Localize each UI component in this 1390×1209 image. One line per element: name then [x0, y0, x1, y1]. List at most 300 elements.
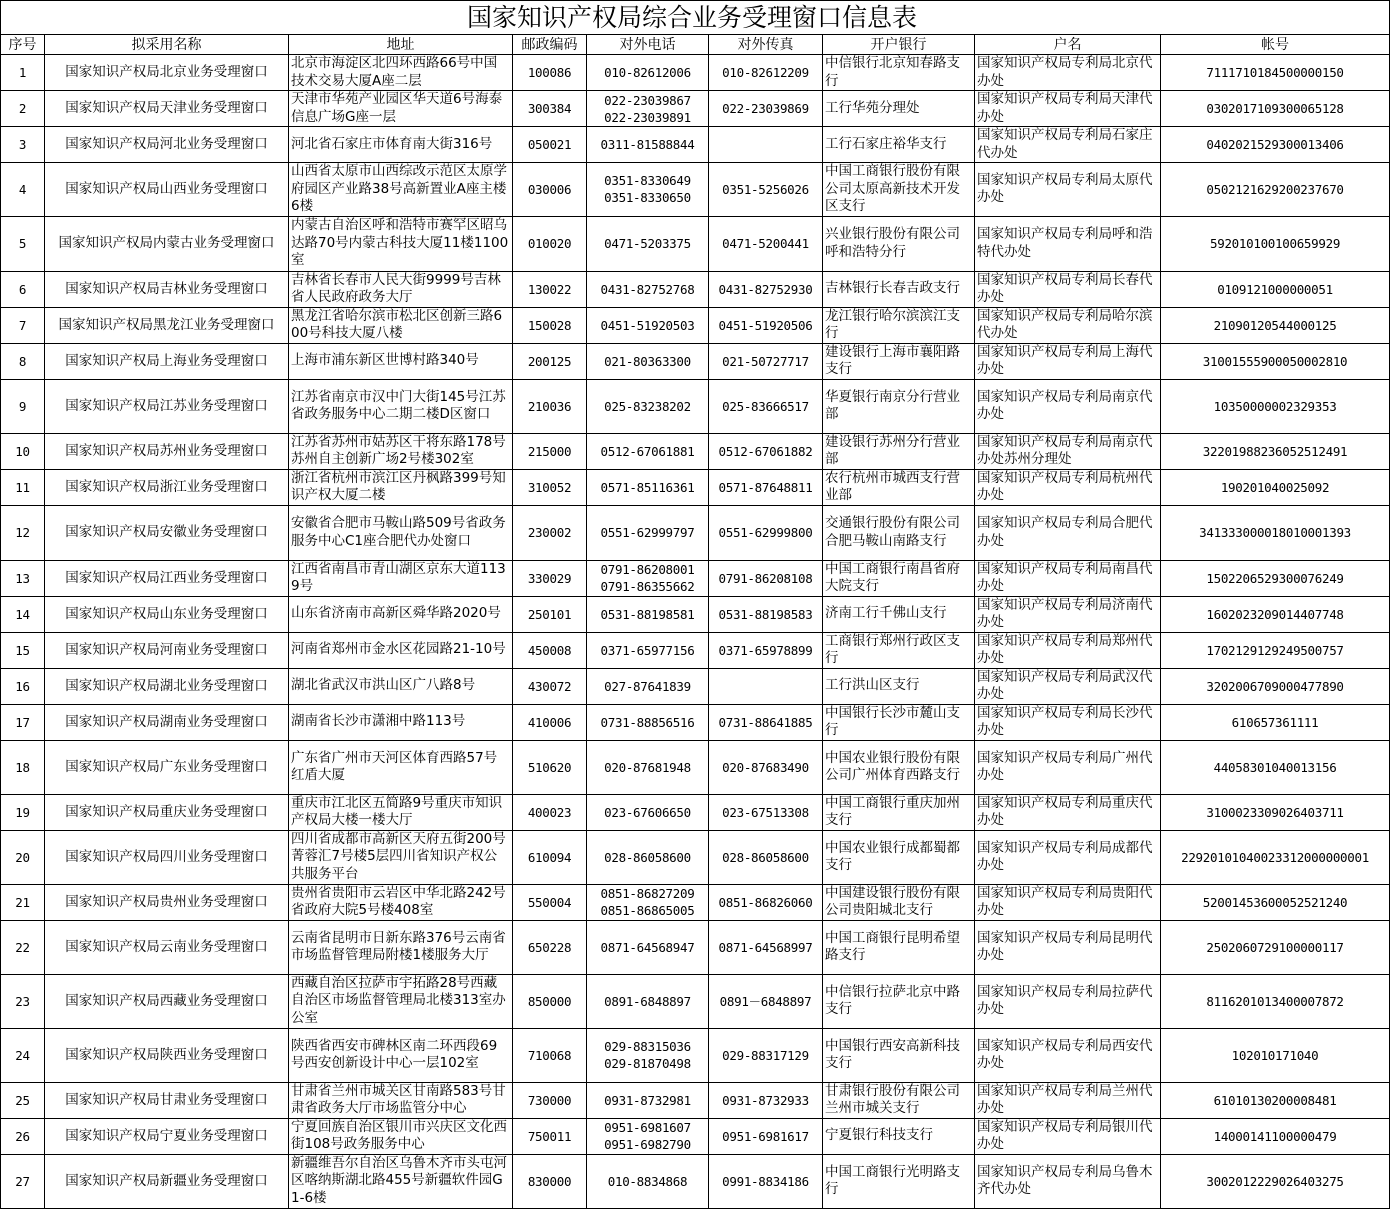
- cell-account[interactable]: 2502060729100000117: [1161, 920, 1390, 974]
- cell-fax[interactable]: 0371-65978899: [709, 632, 823, 668]
- cell-account-name[interactable]: 国家知识产权局专利局哈尔滨代办处: [975, 307, 1161, 343]
- cell-bank[interactable]: 宁夏银行科技支行: [823, 1118, 975, 1154]
- cell-no[interactable]: 10: [1, 433, 45, 469]
- cell-name[interactable]: 国家知识产权局云南业务受理窗口: [45, 920, 289, 974]
- cell-bank[interactable]: 华夏银行南京分行营业部: [823, 379, 975, 433]
- phone-number: 022-23039867: [604, 92, 691, 108]
- cell-account[interactable]: 61010130200008481: [1161, 1082, 1390, 1118]
- cell-address[interactable]: 湖南省长沙市潇湘中路113号: [289, 704, 513, 740]
- cell-postcode[interactable]: 610094: [513, 830, 587, 884]
- cell-address[interactable]: 重庆市江北区五简路9号重庆市知识产权局大楼一楼大厅: [289, 794, 513, 830]
- phone-number: 0351-8330649: [604, 173, 691, 189]
- cell-fax[interactable]: 028-86058600: [709, 830, 823, 884]
- cell-phone[interactable]: [587, 55, 709, 91]
- cell-account[interactable]: 3002012229026403275: [1161, 1154, 1390, 1208]
- cell-no[interactable]: 11: [1, 469, 45, 505]
- cell-bank[interactable]: 建设银行上海市襄阳路支行: [823, 343, 975, 379]
- cell-phone[interactable]: [587, 216, 709, 271]
- cell-fax[interactable]: 023-67513308: [709, 794, 823, 830]
- cell-no[interactable]: 14: [1, 596, 45, 632]
- cell-name[interactable]: 国家知识产权局新疆业务受理窗口: [45, 1154, 289, 1208]
- cell-bank[interactable]: 交通银行股份有限公司合肥马鞍山南路支行: [823, 505, 975, 560]
- cell-fax[interactable]: 0791-86208108: [709, 560, 823, 596]
- header-fax[interactable]: 对外传真: [709, 35, 823, 55]
- cell-no[interactable]: 19: [1, 794, 45, 830]
- cell-fax[interactable]: [709, 127, 823, 163]
- cell-bank[interactable]: 建设银行苏州分行营业部: [823, 433, 975, 469]
- header-account-name[interactable]: 户名: [975, 35, 1161, 55]
- cell-address[interactable]: 新疆维吾尔自治区乌鲁木齐市头屯河区喀纳斯湖北路455号新疆软件园G1-6楼: [289, 1154, 513, 1208]
- cell-address[interactable]: 上海市浦东新区世博村路340号: [289, 343, 513, 379]
- cell-phone[interactable]: [587, 740, 709, 794]
- cell-address[interactable]: 内蒙古自治区呼和浩特市赛罕区昭乌达路70号内蒙古科技大厦11楼1100室: [289, 216, 513, 271]
- cell-no[interactable]: 9: [1, 379, 45, 433]
- cell-address[interactable]: 江苏省南京市汉中门大街145号江苏省政务服务中心二期二楼D区窗口: [289, 379, 513, 433]
- cell-phone[interactable]: [587, 433, 709, 469]
- phone-number: 029-81870498: [604, 1056, 691, 1071]
- cell-address[interactable]: 宁夏回族自治区银川市兴庆区文化西街108号政务服务中心: [289, 1118, 513, 1154]
- cell-bank[interactable]: 工商银行郑州行政区支行: [823, 632, 975, 668]
- cell-name[interactable]: 国家知识产权局河北业务受理窗口: [45, 127, 289, 163]
- cell-postcode[interactable]: 450008: [513, 632, 587, 668]
- cell-phone[interactable]: [587, 91, 709, 127]
- cell-account[interactable]: 31001555900050002810: [1161, 343, 1390, 379]
- cell-postcode[interactable]: 250101: [513, 596, 587, 632]
- cell-bank[interactable]: 中国农业银行股份有限公司广州体育西路支行: [823, 740, 975, 794]
- cell-no[interactable]: 4: [1, 163, 45, 217]
- phone-number: 010-8834868: [607, 1173, 688, 1189]
- cell-account-name[interactable]: 国家知识产权局专利局广州代办处: [975, 740, 1161, 794]
- cell-address[interactable]: 安徽省合肥市马鞍山路509号省政务服务中心C1座合肥代办处窗口: [289, 505, 513, 560]
- phone-number: 022-23039891: [604, 109, 691, 125]
- cell-account-name[interactable]: 国家知识产权局专利局南昌代办处: [975, 560, 1161, 596]
- cell-postcode[interactable]: 200125: [513, 343, 587, 379]
- cell-phone[interactable]: [587, 1082, 709, 1118]
- cell-address[interactable]: 浙江省杭州市滨江区丹枫路399号知识产权大厦二楼: [289, 469, 513, 505]
- table-row: [1, 632, 1390, 668]
- cell-account-name[interactable]: 国家知识产权局专利局乌鲁木齐代办处: [975, 1154, 1161, 1208]
- cell-postcode[interactable]: 510620: [513, 740, 587, 794]
- cell-address[interactable]: 江苏省苏州市姑苏区干将东路178号苏州自主创新广场2号楼302室: [289, 433, 513, 469]
- cell-bank[interactable]: 龙江银行哈尔滨滨江支行: [823, 307, 975, 343]
- table-row: [1, 127, 1390, 163]
- cell-fax[interactable]: 0991-8834186: [709, 1154, 823, 1208]
- cell-fax[interactable]: 0571-87648811: [709, 469, 823, 505]
- cell-phone[interactable]: [587, 1154, 709, 1208]
- cell-account-name[interactable]: 国家知识产权局专利局拉萨代办处: [975, 974, 1161, 1028]
- table-title[interactable]: [1, 1, 1390, 35]
- cell-bank[interactable]: 济南工行千佛山支行: [823, 596, 975, 632]
- cell-account[interactable]: 0502121629200237670: [1161, 163, 1390, 217]
- cell-name[interactable]: 国家知识产权局山东业务受理窗口: [45, 596, 289, 632]
- cell-account[interactable]: 3100023309026403711: [1161, 794, 1390, 830]
- table-row: [1, 216, 1390, 271]
- cell-name[interactable]: 国家知识产权局湖南业务受理窗口: [45, 704, 289, 740]
- cell-address[interactable]: 河北省石家庄市体育南大街316号: [289, 127, 513, 163]
- cell-fax[interactable]: 0871-64568997: [709, 920, 823, 974]
- phone-number: 023-67606650: [604, 804, 691, 820]
- cell-no[interactable]: 25: [1, 1082, 45, 1118]
- cell-no[interactable]: 27: [1, 1154, 45, 1208]
- cell-account-name[interactable]: 国家知识产权局专利局贵阳代办处: [975, 884, 1161, 920]
- cell-address[interactable]: 北京市海淀区北四环西路66号中国技术交易大厦A座二层: [289, 55, 513, 91]
- cell-fax[interactable]: 0551-62999800: [709, 505, 823, 560]
- cell-postcode[interactable]: 330029: [513, 560, 587, 596]
- cell-no[interactable]: 26: [1, 1118, 45, 1154]
- cell-account-name[interactable]: 国家知识产权局专利局郑州代办处: [975, 632, 1161, 668]
- table-row: [1, 560, 1390, 596]
- cell-bank[interactable]: 吉林银行长春吉政支行: [823, 271, 975, 307]
- cell-no[interactable]: 18: [1, 740, 45, 794]
- cell-postcode[interactable]: 710068: [513, 1028, 587, 1082]
- cell-postcode[interactable]: 130022: [513, 271, 587, 307]
- cell-bank[interactable]: 中国工商银行股份有限公司太原高新技术开发区支行: [823, 163, 975, 217]
- cell-account[interactable]: 1702129129249500757: [1161, 632, 1390, 668]
- cell-name[interactable]: 国家知识产权局苏州业务受理窗口: [45, 433, 289, 469]
- cell-phone[interactable]: [587, 163, 709, 217]
- cell-no[interactable]: 17: [1, 704, 45, 740]
- cell-fax[interactable]: 0891－6848897: [709, 974, 823, 1028]
- cell-name[interactable]: 国家知识产权局河南业务受理窗口: [45, 632, 289, 668]
- cell-account[interactable]: 8116201013400007872: [1161, 974, 1390, 1028]
- cell-no[interactable]: 3: [1, 127, 45, 163]
- cell-bank[interactable]: 农行杭州市城西支行营业部: [823, 469, 975, 505]
- cell-fax[interactable]: 020-87683490: [709, 740, 823, 794]
- cell-fax[interactable]: 0512-67061882: [709, 433, 823, 469]
- cell-fax[interactable]: 0731-88641885: [709, 704, 823, 740]
- cell-address[interactable]: 西藏自治区拉萨市宇拓路28号西藏自治区市场监督管理局北楼313室办公室: [289, 974, 513, 1028]
- cell-name[interactable]: 国家知识产权局宁夏业务受理窗口: [45, 1118, 289, 1154]
- cell-account-name[interactable]: 国家知识产权局专利局南京代办处苏州分理处: [975, 433, 1161, 469]
- cell-phone[interactable]: [587, 632, 709, 668]
- phone-number: 020-87681948: [604, 759, 691, 775]
- cell-account-name[interactable]: 国家知识产权局专利局成都代办处: [975, 830, 1161, 884]
- phone-number: 0512-67061881: [600, 443, 695, 459]
- header-address[interactable]: 地址: [289, 35, 513, 55]
- cell-name[interactable]: 国家知识产权局黑龙江业务受理窗口: [45, 307, 289, 343]
- cell-fax[interactable]: 0451-51920506: [709, 307, 823, 343]
- cell-postcode[interactable]: 410006: [513, 704, 587, 740]
- phone-number: 0951-6982790: [604, 1137, 691, 1152]
- table-row: [1, 974, 1390, 1028]
- cell-phone[interactable]: [587, 307, 709, 343]
- cell-phone[interactable]: [587, 127, 709, 163]
- header-postcode[interactable]: 邮政编码: [513, 35, 587, 55]
- cell-bank[interactable]: 中国工商银行昆明希望路支行: [823, 920, 975, 974]
- cell-phone[interactable]: [587, 560, 709, 596]
- cell-phone[interactable]: [587, 884, 709, 920]
- cell-no[interactable]: 24: [1, 1028, 45, 1082]
- table-row: [1, 307, 1390, 343]
- header-account[interactable]: 帐号: [1161, 35, 1390, 55]
- cell-no[interactable]: 12: [1, 505, 45, 560]
- cell-fax[interactable]: 022-23039869: [709, 91, 823, 127]
- cell-no[interactable]: 15: [1, 632, 45, 668]
- cell-postcode[interactable]: 750011: [513, 1118, 587, 1154]
- phone-number: 021-80363300: [604, 353, 691, 369]
- table-title-text: 国家知识产权局综合业务受理窗口信息表: [467, 3, 918, 32]
- phone-number: 0311-81588844: [600, 137, 695, 152]
- cell-account-name[interactable]: 国家知识产权局专利局合肥代办处: [975, 505, 1161, 560]
- cell-fax[interactable]: 029-88317129: [709, 1028, 823, 1082]
- cell-bank[interactable]: 中国工商银行光明路支行: [823, 1154, 975, 1208]
- phone-number: 0871-64568947: [600, 939, 695, 955]
- cell-name[interactable]: 国家知识产权局甘肃业务受理窗口: [45, 1082, 289, 1118]
- phone-number: 0351-8330650: [604, 190, 691, 206]
- cell-bank[interactable]: 中信银行拉萨北京中路支行: [823, 974, 975, 1028]
- cell-account-name[interactable]: 国家知识产权局专利局济南代办处: [975, 596, 1161, 632]
- cell-postcode[interactable]: 430072: [513, 668, 587, 704]
- cell-bank[interactable]: 中国工商银行南昌省府大院支行: [823, 560, 975, 596]
- cell-bank[interactable]: 中国银行长沙市麓山支行: [823, 704, 975, 740]
- cell-postcode[interactable]: 100086: [513, 55, 587, 91]
- cell-bank[interactable]: 甘肃银行股份有限公司兰州市城关支行: [823, 1082, 975, 1118]
- phone-number: 0891-6848897: [604, 993, 691, 1009]
- cell-account[interactable]: 592010100100659929: [1161, 216, 1390, 271]
- header-no[interactable]: 序号: [1, 35, 45, 55]
- phone-number: 0471-5203375: [604, 236, 691, 251]
- header-row: [1, 35, 1390, 55]
- cell-name[interactable]: 国家知识产权局江苏业务受理窗口: [45, 379, 289, 433]
- cell-fax[interactable]: 0351-5256026: [709, 163, 823, 217]
- phone-number: 0791-86208001: [600, 562, 695, 577]
- cell-account-name[interactable]: 国家知识产权局专利局天津代办处: [975, 91, 1161, 127]
- cell-account-name[interactable]: 国家知识产权局专利局长春代办处: [975, 271, 1161, 307]
- cell-fax[interactable]: 021-50727717: [709, 343, 823, 379]
- table-row: [1, 596, 1390, 632]
- cell-postcode[interactable]: 830000: [513, 1154, 587, 1208]
- cell-fax[interactable]: [709, 668, 823, 704]
- cell-account[interactable]: 610657361111: [1161, 704, 1390, 740]
- cell-account[interactable]: 21090120544000125: [1161, 307, 1390, 343]
- cell-name[interactable]: 国家知识产权局天津业务受理窗口: [45, 91, 289, 127]
- cell-fax[interactable]: 0951-6981617: [709, 1118, 823, 1154]
- cell-address[interactable]: 河南省郑州市金水区花园路21-10号: [289, 632, 513, 668]
- phone-number: 027-87641839: [604, 678, 691, 694]
- cell-no[interactable]: 5: [1, 216, 45, 271]
- cell-account-name[interactable]: 国家知识产权局专利局重庆代办处: [975, 794, 1161, 830]
- cell-bank[interactable]: 中国工商银行重庆加州支行: [823, 794, 975, 830]
- cell-account-name[interactable]: 国家知识产权局专利局南京代办处: [975, 379, 1161, 433]
- phone-number: 0731-88856516: [600, 714, 695, 730]
- phone-number: 0571-85116361: [600, 479, 695, 495]
- phone-number: 0931-8732981: [604, 1092, 691, 1108]
- cell-postcode[interactable]: 850000: [513, 974, 587, 1028]
- cell-no[interactable]: 1: [1, 55, 45, 91]
- cell-no[interactable]: 20: [1, 830, 45, 884]
- cell-address[interactable]: 广东省广州市天河区体育西路57号红盾大厦: [289, 740, 513, 794]
- header-phone[interactable]: 对外电话: [587, 35, 709, 55]
- cell-account[interactable]: 22920101040023312000000001: [1161, 830, 1390, 884]
- header-name[interactable]: 拟采用名称: [45, 35, 289, 55]
- cell-account[interactable]: 0302017109300065128: [1161, 91, 1390, 127]
- cell-name[interactable]: 国家知识产权局四川业务受理窗口: [45, 830, 289, 884]
- cell-name[interactable]: 国家知识产权局贵州业务受理窗口: [45, 884, 289, 920]
- cell-postcode[interactable]: 230002: [513, 505, 587, 560]
- cell-account[interactable]: 32201988236052512491: [1161, 433, 1390, 469]
- cell-phone[interactable]: [587, 505, 709, 560]
- cell-bank[interactable]: 兴业银行股份有限公司呼和浩特分行: [823, 216, 975, 271]
- table-row: [1, 1082, 1390, 1118]
- cell-phone[interactable]: [587, 1028, 709, 1082]
- cell-address[interactable]: 陕西省西安市碑林区南二环西段69号西安创新设计中心一层102室: [289, 1028, 513, 1082]
- cell-account-name[interactable]: 国家知识产权局专利局呼和浩特代办处: [975, 216, 1161, 271]
- table-row: [1, 830, 1390, 884]
- phone-number: 0431-82752768: [600, 281, 695, 297]
- header-bank[interactable]: 开户银行: [823, 35, 975, 55]
- cell-name[interactable]: 国家知识产权局北京业务受理窗口: [45, 55, 289, 91]
- table-body: [1, 55, 1390, 1209]
- cell-account[interactable]: 14000141100000479: [1161, 1118, 1390, 1154]
- cell-no[interactable]: 16: [1, 668, 45, 704]
- table-row: [1, 1028, 1390, 1082]
- cell-phone[interactable]: [587, 1118, 709, 1154]
- cell-postcode[interactable]: 010020: [513, 216, 587, 271]
- cell-address[interactable]: 四川省成都市高新区天府五街200号菁蓉汇7号楼5层四川省知识产权公共服务平台: [289, 830, 513, 884]
- cell-bank[interactable]: 中国银行西安高新科技支行: [823, 1028, 975, 1082]
- cell-phone[interactable]: [587, 668, 709, 704]
- cell-name[interactable]: 国家知识产权局江西业务受理窗口: [45, 560, 289, 596]
- cell-account-name[interactable]: 国家知识产权局专利局北京代办处: [975, 55, 1161, 91]
- cell-phone[interactable]: [587, 596, 709, 632]
- cell-name[interactable]: 国家知识产权局西藏业务受理窗口: [45, 974, 289, 1028]
- cell-name[interactable]: 国家知识产权局重庆业务受理窗口: [45, 794, 289, 830]
- cell-name[interactable]: 国家知识产权局上海业务受理窗口: [45, 343, 289, 379]
- cell-account[interactable]: 10350000002329353: [1161, 379, 1390, 433]
- cell-account[interactable]: 341333000018010001393: [1161, 505, 1390, 560]
- cell-name[interactable]: 国家知识产权局浙江业务受理窗口: [45, 469, 289, 505]
- cell-account[interactable]: 102010171040: [1161, 1028, 1390, 1082]
- cell-postcode[interactable]: 310052: [513, 469, 587, 505]
- cell-postcode[interactable]: 150028: [513, 307, 587, 343]
- cell-no[interactable]: 7: [1, 307, 45, 343]
- cell-postcode[interactable]: 210036: [513, 379, 587, 433]
- cell-name[interactable]: 国家知识产权局安徽业务受理窗口: [45, 505, 289, 560]
- cell-postcode[interactable]: 730000: [513, 1082, 587, 1118]
- table-row: [1, 740, 1390, 794]
- cell-fax[interactable]: 025-83666517: [709, 379, 823, 433]
- cell-fax[interactable]: 010-82612209: [709, 55, 823, 91]
- cell-address[interactable]: 天津市华苑产业园区华天道6号海泰信息广场G座一层: [289, 91, 513, 127]
- cell-name[interactable]: 国家知识产权局内蒙古业务受理窗口: [45, 216, 289, 271]
- phone-number: 0531-88198581: [600, 606, 695, 622]
- cell-postcode[interactable]: 030006: [513, 163, 587, 217]
- cell-no[interactable]: 22: [1, 920, 45, 974]
- cell-no[interactable]: 13: [1, 560, 45, 596]
- cell-phone[interactable]: [587, 469, 709, 505]
- cell-bank[interactable]: 中国农业银行成都蜀都支行: [823, 830, 975, 884]
- cell-account[interactable]: 1602023209014407748: [1161, 596, 1390, 632]
- cell-account-name[interactable]: 国家知识产权局专利局兰州代办处: [975, 1082, 1161, 1118]
- cell-name[interactable]: 国家知识产权局陕西业务受理窗口: [45, 1028, 289, 1082]
- cell-account[interactable]: 1502206529300076249: [1161, 560, 1390, 596]
- cell-account-name[interactable]: 国家知识产权局专利局上海代办处: [975, 343, 1161, 379]
- cell-account-name[interactable]: 国家知识产权局专利局昆明代办处: [975, 920, 1161, 974]
- cell-phone[interactable]: [587, 704, 709, 740]
- cell-account-name[interactable]: 国家知识产权局专利局长沙代办处: [975, 704, 1161, 740]
- table-row: [1, 668, 1390, 704]
- cell-no[interactable]: 8: [1, 343, 45, 379]
- cell-postcode[interactable]: 400023: [513, 794, 587, 830]
- cell-address[interactable]: 贵州省贵阳市云岩区中华北路242号省政府大院5号楼408室: [289, 884, 513, 920]
- cell-phone[interactable]: [587, 830, 709, 884]
- table-row: [1, 271, 1390, 307]
- cell-fax[interactable]: 0431-82752930: [709, 271, 823, 307]
- phone-number: 0551-62999797: [600, 525, 695, 540]
- cell-address[interactable]: 甘肃省兰州市城关区甘南路583号甘肃省政务大厅市场监管分中心: [289, 1082, 513, 1118]
- cell-fax[interactable]: 0931-8732933: [709, 1082, 823, 1118]
- cell-bank[interactable]: 工行华苑分理处: [823, 91, 975, 127]
- phone-number: 0951-6981607: [604, 1120, 691, 1135]
- cell-name[interactable]: 国家知识产权局山西业务受理窗口: [45, 163, 289, 217]
- cell-no[interactable]: 21: [1, 884, 45, 920]
- table-row: [1, 1154, 1390, 1208]
- cell-name[interactable]: 国家知识产权局广东业务受理窗口: [45, 740, 289, 794]
- cell-postcode[interactable]: 650228: [513, 920, 587, 974]
- cell-phone[interactable]: [587, 974, 709, 1028]
- cell-no[interactable]: 23: [1, 974, 45, 1028]
- cell-fax[interactable]: 0851-86826060: [709, 884, 823, 920]
- cell-account[interactable]: 7111710184500000150: [1161, 55, 1390, 91]
- cell-account-name[interactable]: 国家知识产权局专利局西安代办处: [975, 1028, 1161, 1082]
- phone-number: 025-83238202: [604, 398, 691, 414]
- cell-account[interactable]: 44058301040013156: [1161, 740, 1390, 794]
- cell-account[interactable]: 0402021529300013406: [1161, 127, 1390, 163]
- cell-bank[interactable]: 中国建设银行股份有限公司贵阳城北支行: [823, 884, 975, 920]
- cell-address[interactable]: 吉林省长春市人民大街9999号吉林省人民政府政务大厅: [289, 271, 513, 307]
- cell-no[interactable]: 6: [1, 271, 45, 307]
- cell-account[interactable]: 0109121000000051: [1161, 271, 1390, 307]
- cell-address[interactable]: 山西省太原市山西综改示范区太原学府园区产业路38号高新置业A座主楼6楼: [289, 163, 513, 217]
- cell-address[interactable]: 江西省南昌市青山湖区京东大道1139号: [289, 560, 513, 596]
- cell-phone[interactable]: [587, 794, 709, 830]
- table-row: [1, 505, 1390, 560]
- cell-phone[interactable]: [587, 379, 709, 433]
- cell-postcode[interactable]: 550004: [513, 884, 587, 920]
- cell-name[interactable]: 国家知识产权局吉林业务受理窗口: [45, 271, 289, 307]
- cell-fax[interactable]: 0471-5200441: [709, 216, 823, 271]
- cell-account[interactable]: 190201040025092: [1161, 469, 1390, 505]
- cell-phone[interactable]: [587, 271, 709, 307]
- cell-bank[interactable]: 工行洪山区支行: [823, 668, 975, 704]
- cell-address[interactable]: 湖北省武汉市洪山区广八路8号: [289, 668, 513, 704]
- cell-no[interactable]: 2: [1, 91, 45, 127]
- cell-fax[interactable]: 0531-88198583: [709, 596, 823, 632]
- cell-address[interactable]: 黑龙江省哈尔滨市松北区创新三路600号科技大厦八楼: [289, 307, 513, 343]
- cell-account[interactable]: 3202006709000477890: [1161, 668, 1390, 704]
- cell-account-name[interactable]: 国家知识产权局专利局石家庄代办处: [975, 127, 1161, 163]
- cell-postcode[interactable]: 215000: [513, 433, 587, 469]
- cell-account-name[interactable]: 国家知识产权局专利局武汉代办处: [975, 668, 1161, 704]
- cell-bank[interactable]: 中信银行北京知春路支行: [823, 55, 975, 91]
- cell-address[interactable]: 山东省济南市高新区舜华路2020号: [289, 596, 513, 632]
- table-row: [1, 163, 1390, 217]
- cell-account[interactable]: 52001453600052521240: [1161, 884, 1390, 920]
- cell-name[interactable]: 国家知识产权局湖北业务受理窗口: [45, 668, 289, 704]
- cell-postcode[interactable]: 300384: [513, 91, 587, 127]
- cell-phone[interactable]: [587, 920, 709, 974]
- cell-phone[interactable]: [587, 343, 709, 379]
- cell-account-name[interactable]: 国家知识产权局专利局杭州代办处: [975, 469, 1161, 505]
- table-row: [1, 1118, 1390, 1154]
- phone-number: 0851-86827209: [600, 886, 695, 901]
- cell-address[interactable]: 云南省昆明市日新东路376号云南省市场监督管理局附楼1楼服务大厅: [289, 920, 513, 974]
- cell-bank[interactable]: 工行石家庄裕华支行: [823, 127, 975, 163]
- table-row: [1, 920, 1390, 974]
- cell-postcode[interactable]: 050021: [513, 127, 587, 163]
- cell-account-name[interactable]: 国家知识产权局专利局银川代办处: [975, 1118, 1161, 1154]
- cell-account-name[interactable]: 国家知识产权局专利局太原代办处: [975, 163, 1161, 217]
